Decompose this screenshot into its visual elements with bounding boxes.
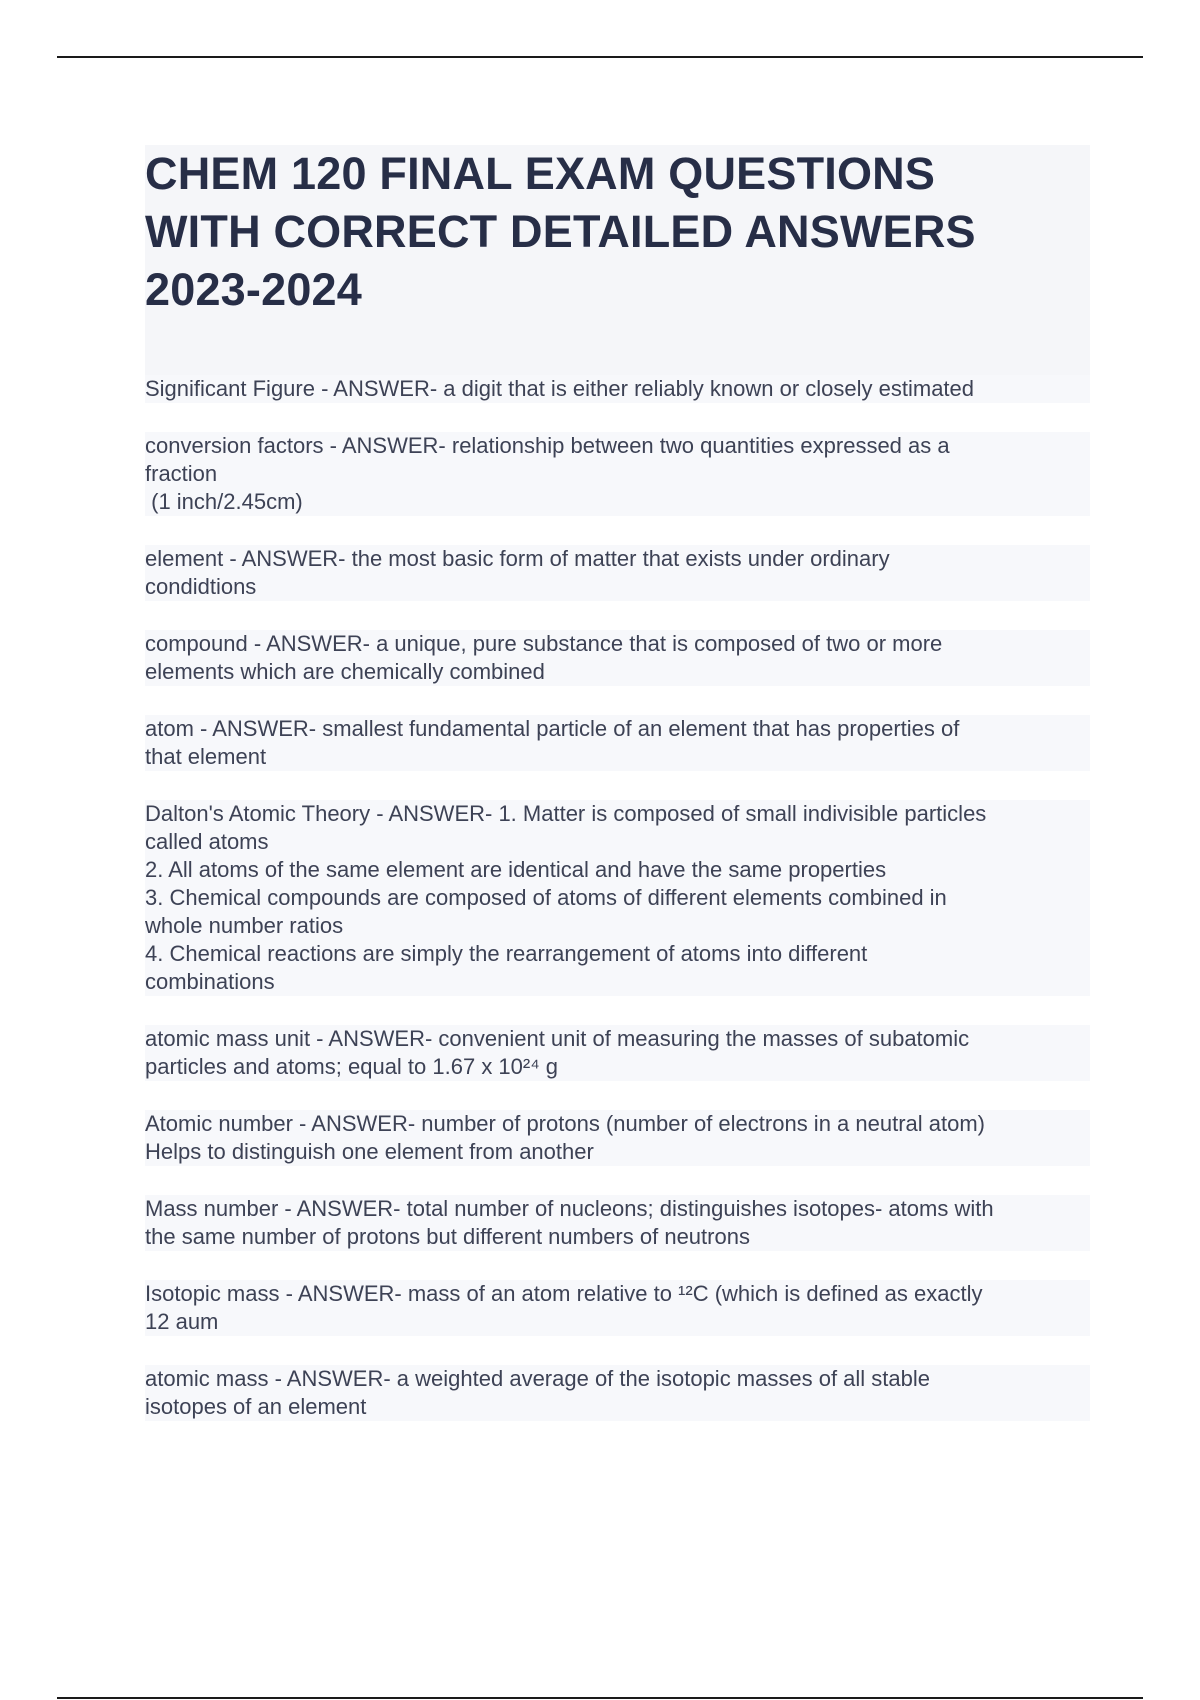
qa-entry-significant-figure [145, 375, 1090, 403]
qa-entries [145, 375, 1090, 1421]
qa-entry-atomic-number [145, 1110, 1090, 1166]
document-title [145, 145, 1090, 319]
entry-line: compound - ANSWER- a unique, pure substance that is composed of two or more [145, 630, 1090, 658]
qa-entry-daltons-atomic-theory [145, 800, 1090, 996]
entry-line: condidtions [145, 573, 1090, 601]
qa-entry-isotopic-mass [145, 1280, 1090, 1336]
entry-line: atom - ANSWER- smallest fundamental particle of an element that has properties of [145, 715, 1090, 743]
entry-line: particles and atoms; equal to 1.67 x 10²⁴ g [145, 1053, 1090, 1081]
qa-entry-compound [145, 630, 1090, 686]
entry-line: Significant Figure - ANSWER- a digit that is either reliably known or closely estimated [145, 375, 1090, 403]
qa-entry-atom [145, 715, 1090, 771]
qa-entry-conversion-factors [145, 432, 1090, 516]
title-block [145, 145, 1090, 375]
entry-line: Mass number - ANSWER- total number of nucleons; distinguishes isotopes- atoms with [145, 1195, 1090, 1223]
entry-line: called atoms [145, 828, 1090, 856]
entry-line: Dalton's Atomic Theory - ANSWER- 1. Matter is composed of small indivisible particles [145, 800, 1090, 828]
entry-line: the same number of protons but different numbers of neutrons [145, 1223, 1090, 1251]
entry-line: 2. All atoms of the same element are identical and have the same properties [145, 856, 1090, 884]
entry-line: (1 inch/2.45cm) [145, 488, 1090, 516]
entry-line: combinations [145, 968, 1090, 996]
bottom-rule [57, 1697, 1143, 1699]
document-body [145, 145, 1090, 1450]
entry-line: Isotopic mass - ANSWER- mass of an atom relative to ¹²C (which is defined as exactly [145, 1280, 1090, 1308]
entry-line: elements which are chemically combined [145, 658, 1090, 686]
qa-entry-element [145, 545, 1090, 601]
entry-line: atomic mass - ANSWER- a weighted average of the isotopic masses of all stable [145, 1365, 1090, 1393]
entry-line: element - ANSWER- the most basic form of matter that exists under ordinary [145, 545, 1090, 573]
entry-line: fraction [145, 460, 1090, 488]
entry-line: whole number ratios [145, 912, 1090, 940]
entry-line: 4. Chemical reactions are simply the rearrangement of atoms into different [145, 940, 1090, 968]
title-line: CHEM 120 FINAL EXAM QUESTIONS [145, 148, 936, 199]
qa-entry-mass-number [145, 1195, 1090, 1251]
entry-line: Helps to distinguish one element from another [145, 1138, 1090, 1166]
entry-line: atomic mass unit - ANSWER- convenient unit of measuring the masses of subatomic [145, 1025, 1090, 1053]
entry-line: Atomic number - ANSWER- number of protons (number of electrons in a neutral atom) [145, 1110, 1090, 1138]
qa-entry-atomic-mass-unit [145, 1025, 1090, 1081]
entry-line: that element [145, 743, 1090, 771]
entry-line: conversion factors - ANSWER- relationship between two quantities expressed as a [145, 432, 1090, 460]
entry-line: 12 aum [145, 1308, 1090, 1336]
top-rule [57, 56, 1143, 58]
qa-entry-atomic-mass [145, 1365, 1090, 1421]
title-line: WITH CORRECT DETAILED ANSWERS [145, 206, 976, 257]
title-line: 2023-2024 [145, 264, 363, 315]
entry-line: isotopes of an element [145, 1393, 1090, 1421]
entry-line: 3. Chemical compounds are composed of atoms of different elements combined in [145, 884, 1090, 912]
